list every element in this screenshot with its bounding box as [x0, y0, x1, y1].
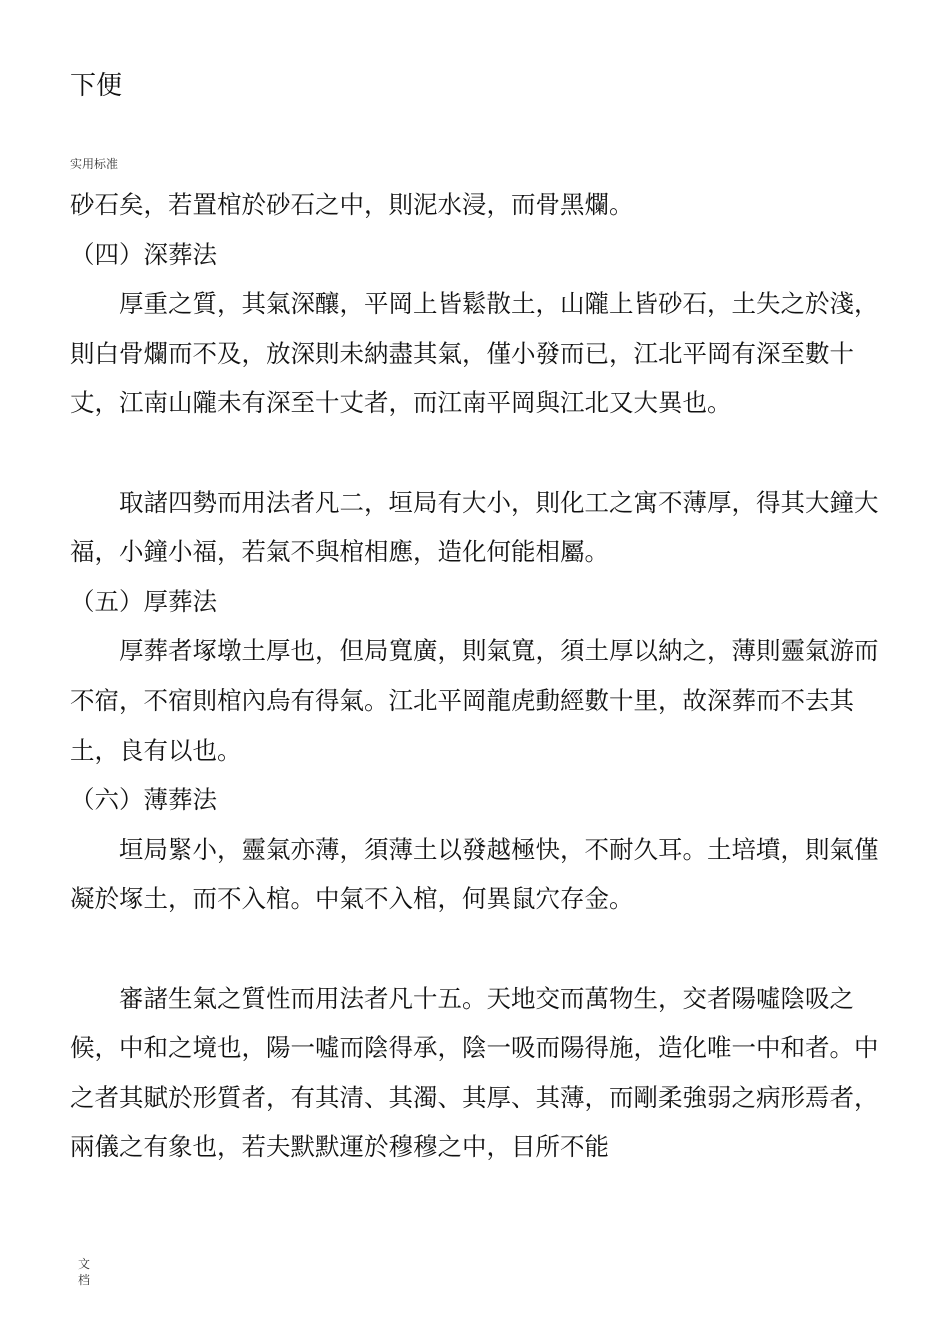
header-label: 实用标准 — [70, 157, 119, 171]
paragraph-thick-burial: 厚葬者塚墩土厚也，但局寬廣，則氣寬，須土厚以納之，薄則靈氣游而不宿，不宿則棺內烏有得氣。江北平岡龍虎動經數十里，故深葬而不去其土，良有以也。 — [70, 636, 879, 765]
paragraph-gap — [70, 924, 898, 974]
paragraph-gap — [70, 428, 898, 478]
section-heading-thin-burial: （六）薄葬法 — [70, 785, 217, 815]
page-title: 下便 — [70, 71, 123, 101]
paragraph-vital-energy: 審諸生氣之質性而用法者凡十五。天地交而萬物生，交者陽噓陰吸之候，中和之境也，陽一噓而陰得承，陰一吸而陽得施，造化唯一中和者。中之者其賦於形質者，有其清、其濁、其厚、其薄，而剛柔強弱之病形焉者，兩儀之有象也，若夫默默運於穆穆之中，目所不能 — [70, 983, 879, 1162]
paragraph-four-forces: 取諸四勢而用法者凡二，垣局有大小，則化工之寓不薄厚，得其大鐘大福，小鐘小福，若氣不與棺相應，造化何能相屬。 — [70, 487, 879, 567]
paragraph-deep-burial: 厚重之質，其氣深釀，平岡上皆鬆散土，山隴上皆砂石，土失之於淺，則白骨爛而不及，放深則未納盡其氣，僅小發而已，江北平岡有深至數十丈，江南山隴未有深至十丈者，而江南平岡與江北又大異也。 — [70, 289, 879, 418]
footer-label: 文档 — [77, 1257, 90, 1287]
document-body — [70, 180, 898, 1172]
paragraph-thin-burial: 垣局緊小，靈氣亦薄，須薄土以發越極快，不耐久耳。土培墳，則氣僅凝於塚土，而不入棺。中氣不入棺，何異鼠穴存金。 — [70, 834, 879, 914]
paragraph-continuation: 砂石矣，若置棺於砂石之中，則泥水浸，而骨黑爛。 — [70, 190, 634, 219]
section-heading-deep-burial: （四）深葬法 — [70, 239, 217, 269]
section-heading-thick-burial: （五）厚葬法 — [70, 586, 217, 616]
